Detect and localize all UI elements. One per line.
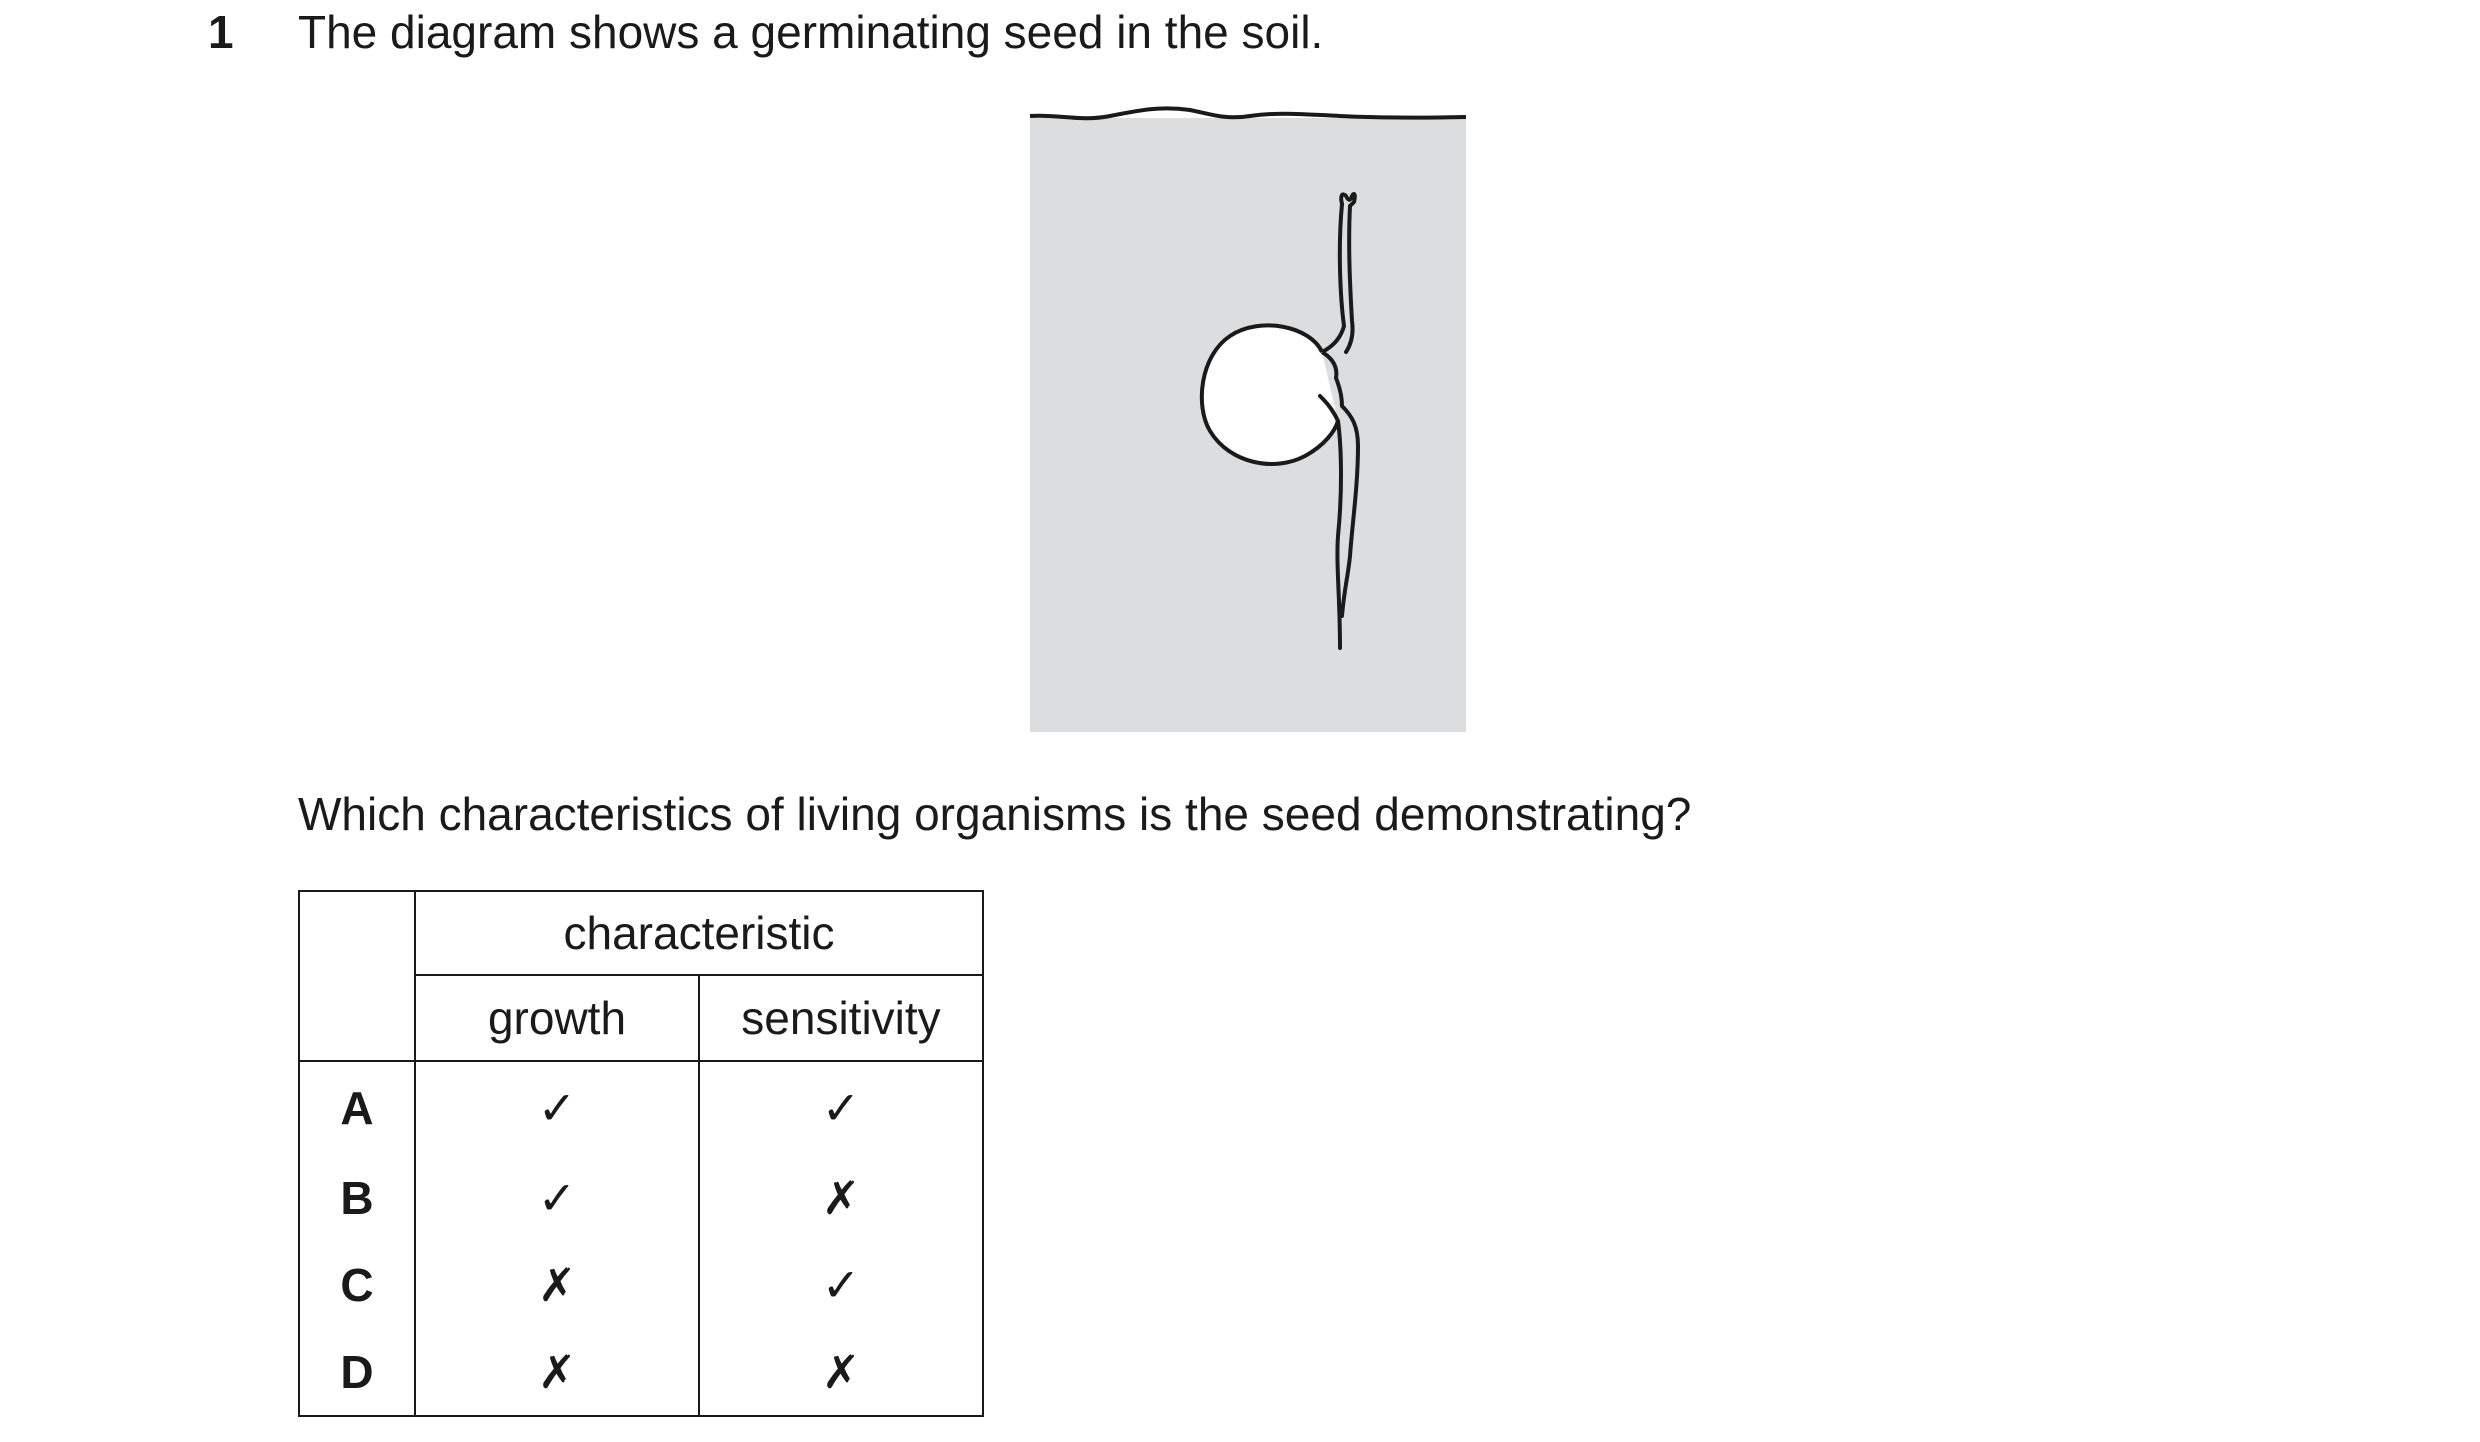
seed xyxy=(1202,325,1338,464)
option-row-a[interactable] xyxy=(299,1061,983,1154)
soil-surface-line xyxy=(1030,108,1466,118)
option-letter: D xyxy=(299,1328,415,1416)
growth-header: growth xyxy=(415,975,699,1061)
growth-mark: ✓ xyxy=(415,1061,699,1154)
sensitivity-mark: ✗ xyxy=(699,1328,983,1416)
characteristic-header: characteristic xyxy=(415,891,983,975)
option-letter: C xyxy=(299,1241,415,1328)
sensitivity-mark: ✓ xyxy=(699,1061,983,1154)
option-row-d[interactable] xyxy=(299,1328,983,1416)
option-row-c[interactable] xyxy=(299,1241,983,1328)
sensitivity-mark: ✓ xyxy=(699,1241,983,1328)
growth-mark: ✓ xyxy=(415,1154,699,1241)
growth-mark: ✗ xyxy=(415,1241,699,1328)
answer-table xyxy=(298,890,984,1417)
question-stem: The diagram shows a germinating seed in the soil. xyxy=(298,6,1324,58)
growth-mark: ✗ xyxy=(415,1328,699,1416)
table-header-row xyxy=(299,891,983,975)
blank-header-cell xyxy=(299,891,415,1061)
option-row-b[interactable] xyxy=(299,1154,983,1241)
germinating-seed-diagram xyxy=(1020,96,1480,746)
question-prompt: Which characteristics of living organisms is the seed demonstrating? xyxy=(298,788,1692,840)
sensitivity-mark: ✗ xyxy=(699,1154,983,1241)
option-letter: B xyxy=(299,1154,415,1241)
question-number: 1 xyxy=(208,6,234,58)
option-letter: A xyxy=(299,1061,415,1154)
sensitivity-header: sensitivity xyxy=(699,975,983,1061)
